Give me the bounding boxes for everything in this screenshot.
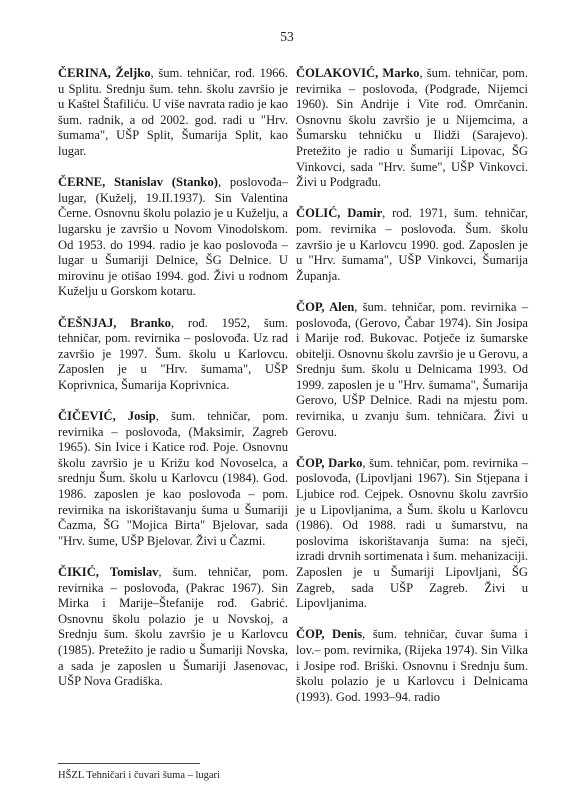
entry-text: , šum. tehničar, rođ. 1966. u Splitu. Srednju šum. tehn. školu završio je u Kaštel Štafiliću. U više navrata radio je kao šum. radnik, a od 2002. god. radi u "Hrv. šumama", UŠP Split, Šumarija Split, kao lugar.	[58, 66, 288, 158]
entry-cop-darko	[296, 456, 528, 612]
entry-name: ČIČEVIĆ, Josip	[58, 409, 156, 424]
entry-text: , šum. tehničar, pom. revirnika – poslovođa, (Maksimir, Zagreb 1965). Sin Ivice i Katice rođ. Poje. Osnovnu školu završio je u Križu kod Novoselca, a srednju Šum. školu u Karlovcu (1984). God. 1986. zaposlen je kao poslovođa – pom. revirnika na iskorištavanju šuma u Šumariji Čazma, ŠG "Mojica Birta" Bjelovar, sada "Hrv. šume, UŠP Bjelovar. Živi u Čazmi.	[58, 409, 288, 548]
entry-name: ČEŠNJAJ, Branko	[58, 315, 171, 330]
entry-colakovic	[296, 66, 528, 191]
entry-text: , šum. tehničar, čuvar šuma i lov.– pom. revirnika, (Rijeka 1974). Sin Vilka i Josipe rođ. Briški. Osnovnu i Srednju šum. školu polazio je u Karlovcu i Delnicama (1993). God. 1993–94. radio	[296, 627, 529, 704]
entry-name: ČOP, Darko	[296, 455, 363, 470]
entry-cikic	[58, 565, 288, 690]
entry-text: , rođ. 1952, šum. tehničar, pom. revirnika – poslovođa. Uz rad završio je 1997. Šum. školu u Karlovcu. Zaposlen je u "Hrv. šumama", UŠP Koprivnica, Šumarija Koprivnica.	[58, 315, 288, 392]
entry-name: ČOP, Denis	[296, 627, 363, 642]
entry-name: ČOP, Alen	[296, 299, 355, 314]
entry-colic	[296, 206, 528, 284]
entry-cerne	[58, 175, 288, 300]
entry-text: , šum. tehničar, pom. revirnika – poslovođa, (Lipovljani 1967). Sin Stjepana i Ljubice rođ. Cejpek. Osnovnu školu završio je u Lipovljanima, a Šum. školu u Karlovcu (1986). Od 1988. radi u šumarstvu, na poslovima iskorištavanja šuma: na sječi, izradi drvnih sortimenata i šum. mehanizaciji. Zaposlen je u Šumariji Lipovljani, ŠG Zagreb, sada UŠP Zagreb. Živi u Lipovljanima.	[296, 455, 528, 611]
right-column	[296, 66, 528, 721]
page-number: 53	[280, 29, 294, 44]
footer-text: HŠZL Tehničari i čuvari šuma – lugari	[58, 770, 220, 781]
entry-name: ČERNE, Stanislav (Stanko)	[58, 175, 218, 190]
footer-divider	[58, 763, 200, 764]
entry-text: , šum. tehničar, pom. revirnika – poslovođa, (Podgrađe, Nijemci 1960). Sin Andrije i Vite rođ. Omrčanin. Osnovnu školu završio je u Nijemcima, a Šumarsku tehničku u Ilidži (Sarajevo). Pretežito je radio u Šumariji Lipovac, ŠG Vinkovci, sada "Hrv. šume", UŠP Vinkovci. Živi u Podgrađu.	[296, 66, 528, 190]
entry-cerina	[58, 66, 288, 160]
entry-cicevic	[58, 409, 288, 549]
entry-cesnjaj	[58, 316, 288, 394]
entry-name: ČOLIĆ, Damir	[296, 206, 383, 221]
entry-text: , poslovođa–lugar, (Kuželj, 19.II.1937). Sin Valentina Černe. Osnovnu školu polazio je u Kuželju, a lugarsku je završio u Novom Vinodolskom. Od 1953. do 1994. radio je kao poslovođa – lugar u Šumariji Delnice, ŠG Delnice. U mirovinu je otišao 1994. god. Živi u rodnom Kuželju u Gorskom kotaru.	[58, 175, 288, 299]
entry-text: , šum. tehničar, pom. revirnika – poslovođa, (Gerovo, Čabar 1974). Sin Josipa i Marije rođ. Bukovac. Potječe iz šumarske obitelji. Osnovnu školu završio je u Gerovu, a Srednju šum. školu u Delnicama 1993. Od 1999. zaposlen je u "Hrv. šumama", Šumarija Gerovo, UŠP Delnice. Radi na mjestu pom. revirnika, u zvanju šum. tehničara. Živi u Gerovu.	[296, 299, 528, 439]
entry-cop-alen	[296, 300, 528, 440]
entry-name: ČERINA, Željko	[58, 66, 151, 80]
entry-text: , rođ. 1971, šum. tehničar, pom. revirnika – poslovođa. Šum. školu završio je u Karlovcu 1990. god. Zaposlen je u "Hrv. šumama", UŠP Vinkovci, Šumarija Županja.	[296, 206, 528, 283]
entry-text: , šum. tehničar, pom. revirnika – poslovođa, (Pakrac 1967). Sin Mirka i Marije–Štefanije rođ. Gabrić. Osnovnu školu polazio je u Novskoj, a Srednju šum. školu završio je u Karlovcu (1985). Pretežito je radio u Šumariji Novska, a sada je zaposlen u Šumariji Jasenovac, UŠP Nova Gradiška.	[58, 565, 288, 689]
entry-cop-denis	[296, 627, 528, 705]
left-column	[58, 66, 288, 705]
entry-name: ČOLAKOVIĆ, Marko	[296, 66, 420, 80]
entry-name: ČIKIĆ, Tomislav	[58, 565, 159, 579]
